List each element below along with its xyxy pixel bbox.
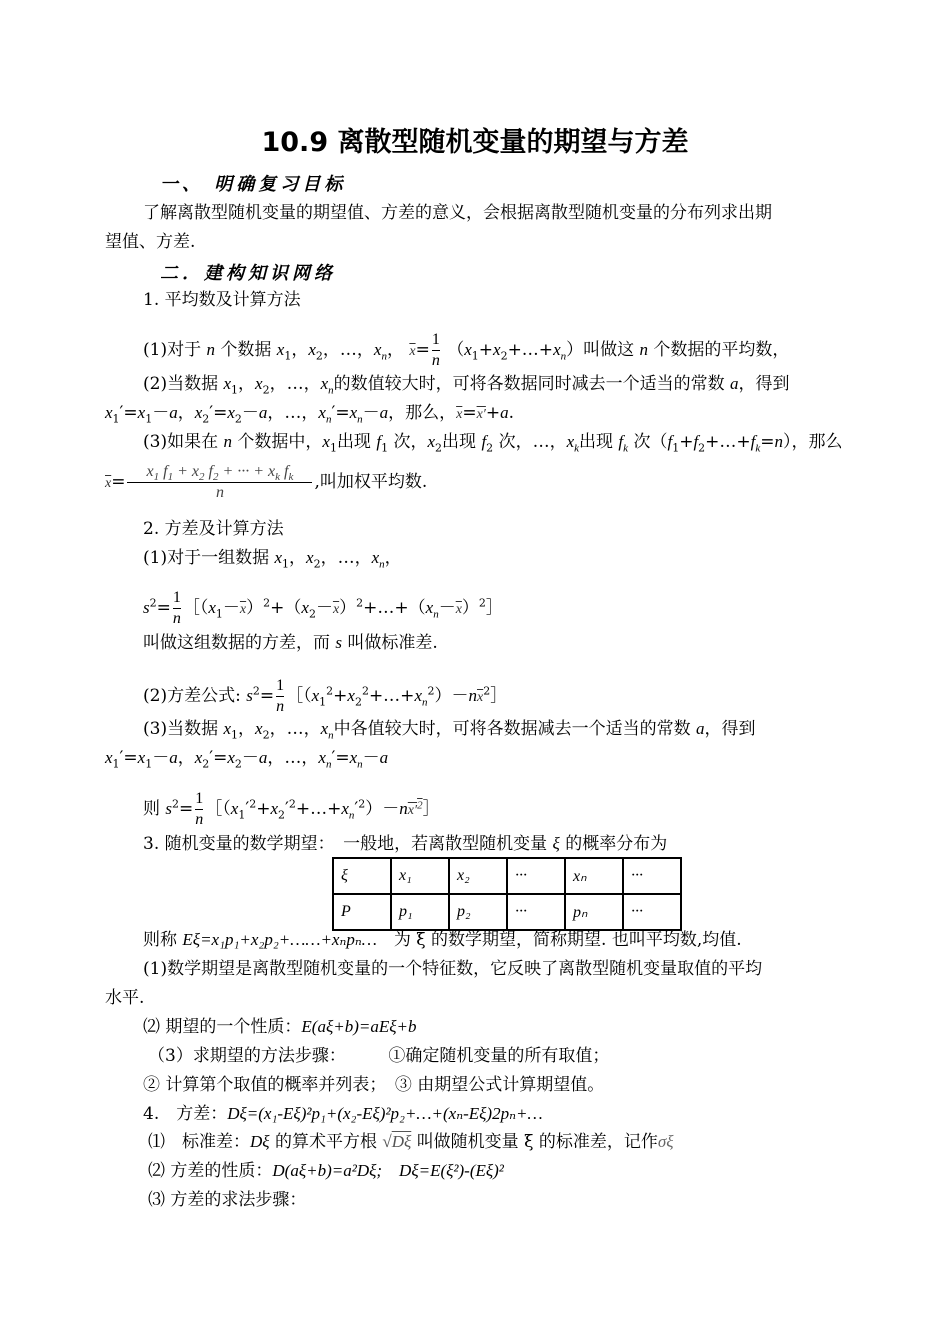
section-heading-2: 二．建构知识网络: [160, 263, 336, 284]
table-cell: p₁: [391, 894, 449, 930]
expectation-definition: 则称 Eξ=x₁p₁+x₂p₂+……+xₙpₙ… 为 ξ 的数学期望，简称期望. 也叫平均数,均值.: [143, 930, 742, 950]
variance-shift-1: (3)当数据 $x_1$，$x_2$，…，$x_n$中各值较大时，可将各数据减去一个适当的常数 a，得到: [143, 719, 756, 742]
variance-steps: ⑶ 方差的求法步骤：: [148, 1190, 307, 1210]
variance-line-1: (1)对于一组数据 $x_1$，$x_2$，…，$x_n$，: [143, 548, 402, 571]
expectation-steps-1: （3）求期望的方法步骤： ①确定随机变量的所有取值；: [148, 1046, 610, 1066]
table-cell: x₂: [449, 858, 507, 894]
intro-line-2: 望值、方差.: [105, 232, 196, 252]
variance-line-3: 叫做这组数据的方差，而 s 叫做标准差.: [143, 633, 438, 653]
heading-variance: 2. 方差及计算方法: [143, 519, 284, 539]
variance-shift-2: $x_1'=x_1-a$，$x_2'=x_2-a$，…，$x_n'=x_n-a$: [105, 748, 389, 771]
expectation-note-1: (1)数学期望是离散型随机变量的一个特征数，它反映了离散型随机变量取值的平均: [143, 959, 763, 979]
variance-formula: $s^2=$ $\frac{1}{n}$ $[(x_1-\overline{x})^2+(x_2-\overline{x})^2+\dots+(x_n-\overline{x})^2]$: [143, 589, 503, 627]
expectation-steps-2: ② 计算第个取值的概率并列表； ③ 由期望公式计算期望值。: [143, 1075, 605, 1095]
table-cell: p₂: [449, 894, 507, 930]
weighted-line-1: (3)如果在 n 个数据中，$x_1$出现 $f_1$ 次，$x_2$出现 $f_2$ 次，…，$x_k$出现 $f_k$ 次$(f_1+f_2+\dots+f_k=n)$，那么: [143, 432, 843, 455]
table-cell: xₙ: [565, 858, 623, 894]
table-cell: ξ: [333, 858, 391, 894]
expectation-note-2: 水平.: [105, 988, 145, 1008]
expectation-heading: 3. 随机变量的数学期望： 一般地，若离散型随机变量 ξ 的概率分布为: [143, 834, 668, 854]
page-title: 10.9 离散型随机变量的期望与方差: [261, 127, 689, 158]
variance-property: ⑵ 方差的性质：D(aξ+b)=a²Dξ; Dξ=E(ξ²)-(Eξ)²: [148, 1161, 504, 1181]
shift-line-2: $x_1'=x_1-a$，$x_2'=x_2-a$，…，$x_n'=x_n-a$，那么，$\overline{x}=x'+a$.: [105, 403, 515, 426]
table-cell: pₙ: [565, 894, 623, 930]
variance-shortcut: (2)方差公式: $s^2=$ $\frac{1}{n}$ $[(x_1^2+x_2^2+\dots+x_n^2)-n\overline{x}^2]$: [143, 677, 508, 715]
heading-mean: 1. 平均数及计算方法: [143, 290, 301, 310]
table-cell: x₁: [391, 858, 449, 894]
shift-line-1: (2)当数据 $x_1$，$x_2$，…，$x_n$的数值较大时，可将各数据同时减去一个适当的常数 a，得到: [143, 374, 790, 397]
expectation-property: ⑵ 期望的一个性质：E(aξ+b)=aEξ+b: [143, 1017, 417, 1037]
table-cell: ···: [623, 894, 681, 930]
std-definition: ⑴ 标准差：Dξ 的算术平方根 √Dξ 叫做随机变量 ξ 的标准差，记作σξ: [148, 1132, 674, 1152]
mean-definition: (1)对于 n 个数据 $x_1$，$x_2$，…，$x_n$， $\overline{x}=$ $\frac{1}{n}$ $(x_1+x_2+\dots+x_n)$叫做这 n 个数据的平均数，: [143, 331, 790, 369]
variance-definition: 4. 方差：Dξ=(x₁-Eξ)²p₁+(x₂-Eξ)²p₂+…+(xₙ-Eξ)2pₙ+…: [143, 1104, 543, 1124]
section-heading-1: 一、 明确复习目标: [160, 174, 347, 195]
distribution-table: [332, 857, 682, 931]
table-cell: ···: [507, 858, 565, 894]
table-cell: P: [333, 894, 391, 930]
table-row: [333, 858, 681, 894]
table-row: [333, 894, 681, 930]
table-cell: ···: [623, 858, 681, 894]
intro-line-1: 了解离散型随机变量的期望值、方差的意义，会根据离散型随机变量的分布列求出期: [143, 203, 772, 223]
variance-shift-formula: 则 $s^2=$ $\frac{1}{n}$ $[(x_1'^2+x_2'^2+\dots+x_n'^2)-nx'^2]$: [143, 790, 440, 828]
weighted-formula: $\overline{x}=$ $\frac{x_1 f_1 + x_2 f_2 + \cdot\cdot\cdot + x_k f_k}{n}$ ,叫加权平均数.: [105, 463, 428, 501]
table-cell: ···: [507, 894, 565, 930]
